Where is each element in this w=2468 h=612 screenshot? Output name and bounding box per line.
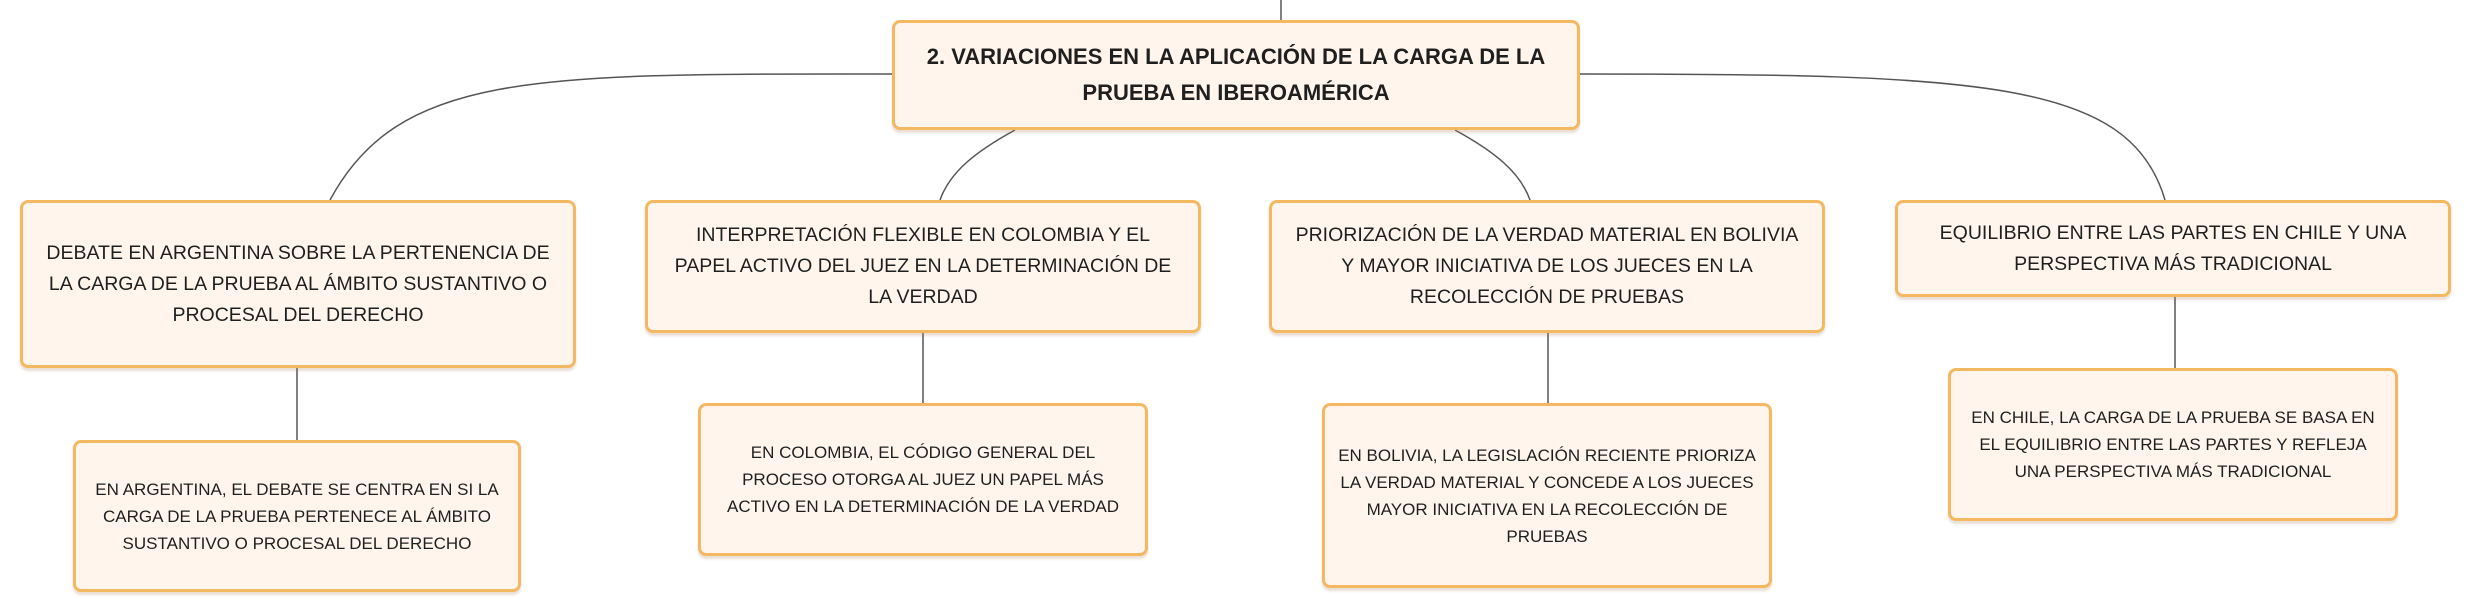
root-topic[interactable] [892, 20, 1580, 130]
branch-topic-label: EQUILIBRIO ENTRE LAS PARTES EN CHILE Y UNA PERSPECTIVA MÁS TRADICIONAL [1939, 221, 2407, 275]
connector-root-branch-1 [330, 74, 895, 200]
root-topic-label: 2. VARIACIONES EN LA APLICACIÓN DE LA CARGA DE LA PRUEBA EN IBEROAMÉRICA [926, 44, 1546, 105]
detail-topic-bolivia[interactable] [1322, 403, 1772, 588]
branch-topic-label: PRIORIZACIÓN DE LA VERDAD MATERIAL EN BOLIVIA Y MAYOR INICIATIVA DE LOS JUECES EN LA RECOLECCIÓN DE PRUEBAS [1295, 224, 1799, 308]
branch-topic-chile[interactable] [1895, 200, 2451, 297]
branch-topic-bolivia[interactable] [1269, 200, 1825, 333]
detail-topic-colombia[interactable] [698, 403, 1148, 556]
detail-topic-label: EN ARGENTINA, EL DEBATE SE CENTRA EN SI LA CARGA DE LA PRUEBA PERTENECE AL ÁMBITO SUSTANTIVO O PROCESAL DEL DERECHO [95, 479, 499, 553]
detail-topic-label: EN CHILE, LA CARGA DE LA PRUEBA SE BASA EN EL EQUILIBRIO ENTRE LAS PARTES Y REFLEJA UNA PERSPECTIVA MÁS TRADICIONAL [1971, 408, 2375, 481]
branch-topic-argentina[interactable] [20, 200, 576, 368]
detail-topic-label: EN BOLIVIA, LA LEGISLACIÓN RECIENTE PRIORIZA LA VERDAD MATERIAL Y CONCEDE A LOS JUECES MAYOR INICIATIVA EN LA RECOLECCIÓN DE PRUEBAS [1338, 445, 1756, 546]
branch-topic-label: INTERPRETACIÓN FLEXIBLE EN COLOMBIA Y EL PAPEL ACTIVO DEL JUEZ EN LA DETERMINACIÓN DE LA VERDAD [674, 224, 1172, 308]
connector-root-branch-4 [1578, 74, 2165, 200]
connector-root-branch-3 [1455, 130, 1530, 200]
connector-root-branch-2 [940, 130, 1015, 200]
detail-topic-argentina[interactable] [73, 440, 521, 592]
detail-topic-label: EN COLOMBIA, EL CÓDIGO GENERAL DEL PROCESO OTORGA AL JUEZ UN PAPEL MÁS ACTIVO EN LA DETERMINACIÓN DE LA VERDAD [726, 443, 1120, 516]
branch-topic-label: DEBATE EN ARGENTINA SOBRE LA PERTENENCIA DE LA CARGA DE LA PRUEBA AL ÁMBITO SUSTANTIVO O PROCESAL DEL DERECHO [46, 241, 550, 326]
branch-topic-colombia[interactable] [645, 200, 1201, 333]
detail-topic-chile[interactable] [1948, 368, 2398, 521]
